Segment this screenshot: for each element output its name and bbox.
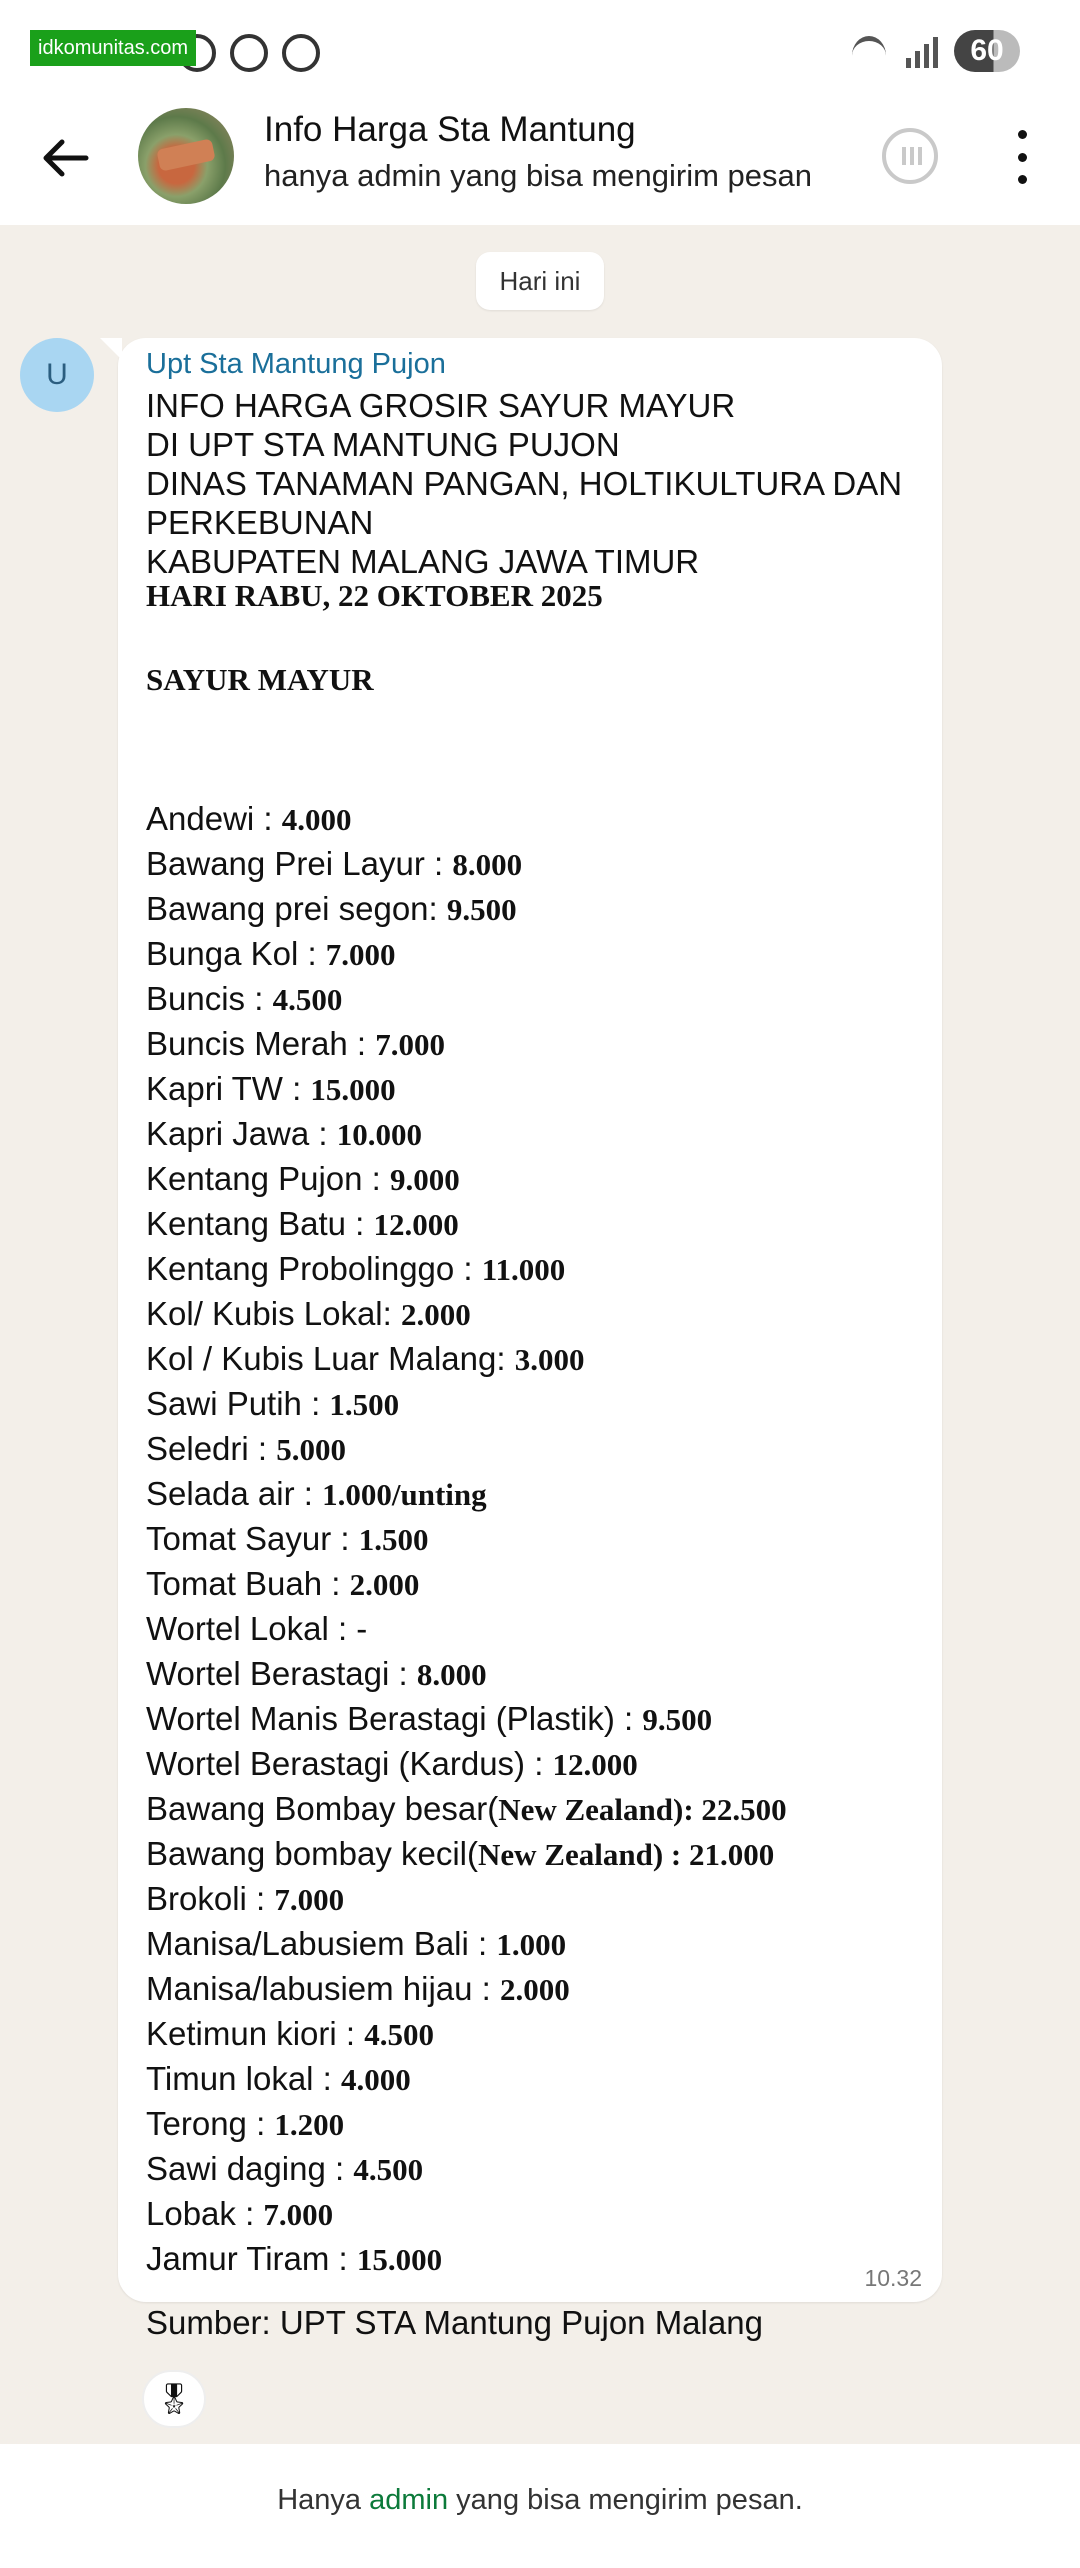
intro-line: INFO HARGA GROSIR SAYUR MAYUR: [146, 387, 736, 424]
price-item: [146, 1516, 926, 1561]
price-item: [146, 1336, 926, 1381]
status-notification-icons: [178, 34, 320, 72]
price-item: [146, 1246, 926, 1291]
admin-only-footer: [0, 2444, 1080, 2568]
price-item: [146, 1831, 926, 1876]
price-item-label: Timun lokal :: [146, 2060, 342, 2097]
price-item-label: Bawang Bombay besar(: [146, 1790, 499, 1827]
price-item: [146, 2101, 926, 2146]
price-item: [146, 1876, 926, 1921]
price-list: [146, 796, 926, 2281]
price-item-value: New Zealand) : 21.000: [478, 1837, 775, 1872]
price-item-value: 7.000: [274, 1882, 345, 1917]
message-intro: [146, 386, 926, 581]
price-item-value: 4.500: [364, 2017, 434, 2052]
price-item-value: 10.000: [336, 1117, 422, 1152]
price-item-value: 1.500: [329, 1387, 400, 1422]
footer-admin-link[interactable]: admin: [369, 2484, 449, 2516]
voice-call-icon[interactable]: [882, 128, 938, 184]
price-item-value: 4.000: [281, 802, 352, 837]
message-bubble[interactable]: [118, 338, 942, 2341]
price-item-label: Andewi :: [146, 800, 282, 837]
price-item-label: Kol / Kubis Luar Malang:: [146, 1340, 515, 1377]
price-item-label: Wortel Manis Berastagi (Plastik) :: [146, 1700, 643, 1737]
price-item-value: 7.000: [375, 1027, 446, 1062]
date-heading: HARI RABU, 22 OKTOBER 2025: [146, 578, 603, 613]
price-item-value: 1.500: [358, 1522, 429, 1557]
price-item-label: Kol/ Kubis Lokal:: [146, 1295, 401, 1332]
footer-prefix: Hanya: [277, 2484, 370, 2516]
price-item: [146, 2236, 926, 2281]
price-item-label: Tomat Buah :: [146, 1565, 350, 1602]
footer-suffix: yang bisa mengirim pesan.: [448, 2484, 803, 2516]
price-item: [146, 1966, 926, 2011]
signal-icon: [906, 34, 938, 68]
price-item: [146, 1606, 926, 1651]
price-item-value: 15.000: [356, 2242, 443, 2277]
price-item-label: Kentang Pujon :: [146, 1160, 391, 1197]
price-item-label: Terong :: [146, 2105, 275, 2142]
price-item-label: Ketimun kiori :: [146, 2015, 365, 2052]
price-item-value: 2.000: [500, 1972, 570, 2007]
price-item: [146, 1381, 926, 1426]
whatsapp-icon: [230, 34, 268, 72]
group-name[interactable]: Info Harga Sta Mantung: [264, 110, 636, 149]
price-item: [146, 1741, 926, 1786]
price-item-label: Wortel Berastagi :: [146, 1655, 417, 1692]
price-item-label: Buncis :: [146, 980, 273, 1017]
price-item: [146, 1426, 926, 1471]
price-item-label: Jamur Tiram :: [146, 2240, 357, 2277]
intro-line: PERKEBUNAN: [146, 504, 374, 541]
price-item-label: Brokoli :: [146, 1880, 275, 1917]
price-item-value: 7.000: [263, 2197, 334, 2232]
price-item-label: Manisa/Labusiem Bali :: [146, 1925, 497, 1962]
price-item-label: Manisa/labusiem hijau :: [146, 1970, 501, 2007]
footer-text: [0, 2484, 1080, 2517]
price-item-value: 9.500: [642, 1702, 713, 1737]
price-item-label: Bawang bombay kecil(: [146, 1835, 478, 1872]
price-item-value: 4.500: [353, 2152, 424, 2187]
watermark: idkomunitas.com: [30, 30, 196, 66]
medal-reaction-icon[interactable]: 🎖: [142, 2370, 206, 2428]
price-item-label: Sawi daging :: [146, 2150, 354, 2187]
price-item: [146, 1786, 926, 1831]
price-item: [146, 1651, 926, 1696]
price-item-label: Bawang Prei Layur :: [146, 845, 453, 882]
wifi-icon: [850, 34, 890, 68]
price-item: [146, 1291, 926, 1336]
price-item-label: Sawi Putih :: [146, 1385, 330, 1422]
price-item-value: 4.500: [272, 982, 343, 1017]
price-item-value: 15.000: [310, 1072, 396, 1107]
price-item-label: Wortel Lokal : -: [146, 1610, 368, 1647]
price-item: [146, 1561, 926, 1606]
price-item: [146, 1696, 926, 1741]
price-item-value: 12.000: [373, 1207, 459, 1242]
intro-line: DINAS TANAMAN PANGAN, HOLTIKULTURA DAN: [146, 465, 903, 502]
price-item-value: 11.000: [481, 1252, 566, 1287]
price-item-value: 9.500: [446, 892, 517, 927]
price-item: [146, 931, 926, 976]
intro-line: DI UPT STA MANTUNG PUJON: [146, 426, 620, 463]
price-item-value: 1.000/unting: [322, 1477, 487, 1512]
price-item-value: 1.200: [274, 2107, 345, 2142]
price-item: [146, 1066, 926, 1111]
group-avatar[interactable]: [138, 108, 234, 204]
price-item-value: 1.000: [496, 1927, 567, 1962]
price-item: [146, 1471, 926, 1516]
price-item-label: Kapri Jawa :: [146, 1115, 337, 1152]
price-item-value: 4.000: [341, 2062, 411, 2097]
price-item-value: 7.000: [325, 937, 396, 972]
price-item-label: Bawang prei segon:: [146, 890, 447, 927]
sender-avatar[interactable]: U: [20, 338, 94, 412]
price-item: [146, 2056, 926, 2101]
price-item: [146, 886, 926, 931]
price-item: [146, 1921, 926, 1966]
price-item: [146, 2191, 926, 2236]
price-item-label: Selada air :: [146, 1475, 323, 1512]
price-item-value: 12.000: [552, 1747, 638, 1782]
price-item-label: Kentang Batu :: [146, 1205, 374, 1242]
price-item-label: Lobak :: [146, 2195, 264, 2232]
price-item: [146, 841, 926, 886]
sender-name[interactable]: Upt Sta Mantung Pujon: [146, 348, 446, 380]
price-item-label: Kapri TW :: [146, 1070, 311, 1107]
price-item-value: 3.000: [514, 1342, 585, 1377]
price-item-label: Buncis Merah :: [146, 1025, 376, 1062]
battery-indicator: 60: [954, 30, 1020, 72]
price-item: [146, 2146, 926, 2191]
messenger-icon: [282, 34, 320, 72]
group-subtitle[interactable]: hanya admin yang bisa mengirim pesan: [264, 158, 812, 193]
price-item-value: New Zealand): 22.500: [498, 1792, 787, 1827]
intro-line: KABUPATEN MALANG JAWA TIMUR: [146, 543, 700, 580]
back-arrow-icon[interactable]: [38, 130, 94, 186]
status-bar: [0, 0, 1080, 100]
price-item-value: 8.000: [452, 847, 523, 882]
price-item: [146, 1201, 926, 1246]
price-item-label: Seledri :: [146, 1430, 277, 1467]
price-item: [146, 796, 926, 841]
price-item: [146, 1111, 926, 1156]
price-item-label: Kentang Probolinggo :: [146, 1250, 482, 1287]
price-item: [146, 2011, 926, 2056]
price-item-value: 2.000: [349, 1567, 420, 1602]
more-options-icon[interactable]: [1012, 130, 1032, 184]
date-separator: Hari ini: [476, 252, 604, 310]
price-item-value: 5.000: [276, 1432, 346, 1467]
price-item-value: 9.000: [390, 1162, 460, 1197]
price-item-label: Bunga Kol :: [146, 935, 326, 972]
price-item-value: 2.000: [400, 1297, 471, 1332]
price-item: [146, 1021, 926, 1066]
section-heading: SAYUR MAYUR: [146, 662, 374, 697]
price-item-label: Wortel Berastagi (Kardus) :: [146, 1745, 553, 1782]
price-item-value: 8.000: [416, 1657, 487, 1692]
price-item: [146, 1156, 926, 1201]
price-item-label: Tomat Sayur :: [146, 1520, 359, 1557]
chat-header: [0, 100, 1080, 225]
status-right: [850, 30, 1020, 72]
price-item: [146, 976, 926, 1021]
source-text: Sumber: UPT STA Mantung Pujon Malang: [146, 2304, 763, 2341]
message-time: 10.32: [864, 2265, 922, 2291]
